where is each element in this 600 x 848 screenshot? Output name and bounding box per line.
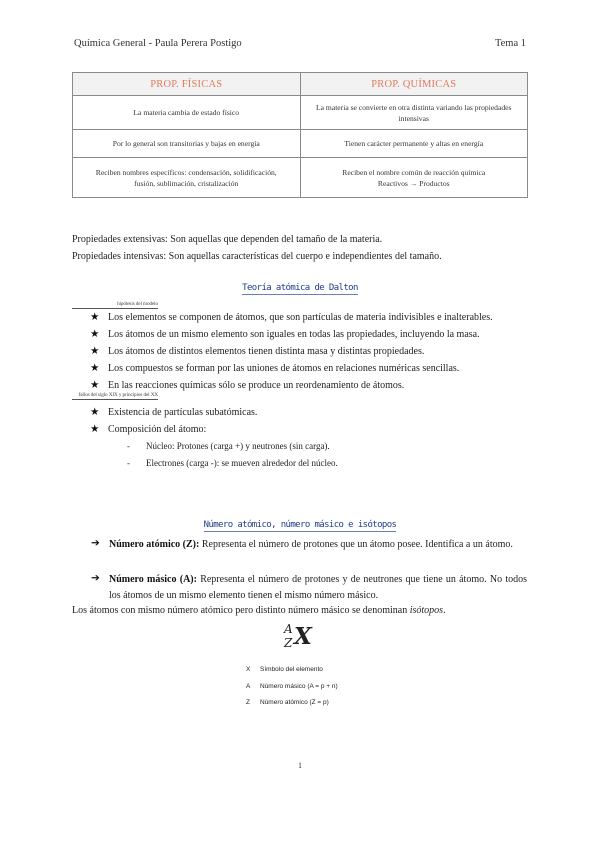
star-bullet-icon: ★: [90, 407, 100, 418]
isotopes-sentence: Los átomos con mismo número atómico pero distinto número másico se denominan: [72, 605, 410, 616]
legend-symbol: A: [246, 683, 251, 690]
table-header-chemical: PROP. QUÍMICAS: [300, 73, 528, 96]
composition-item: Electrones (carga -): se mueven alrededor del núcleo.: [146, 458, 338, 468]
table-cell: La materia se convierte en otra distinta variando las propiedades intensivas: [300, 96, 528, 130]
dash-bullet: -: [127, 441, 130, 451]
failure-item: Existencia de partículas subatómicas.: [108, 407, 258, 418]
legend-text: Número atómico (Z = p): [260, 699, 329, 706]
atomic-number-text: Representa el número de protones que un átomo posee. Identifica a un átomo.: [199, 539, 513, 550]
numbers-title-text: Número atómico, número másico e isótopos: [203, 520, 397, 530]
document-header-topic: Tema 1: [494, 38, 526, 49]
hypothesis-item: Los átomos de distintos elementos tienen distinta masa y distintas propiedades.: [108, 346, 425, 357]
table-cell: Tienen carácter permanente y altas en energía: [300, 130, 528, 158]
legend-text: Símbolo del elemento: [260, 666, 323, 673]
legend-symbol: X: [246, 666, 251, 673]
atomic-number-definition: [109, 537, 527, 553]
document-header-title: Química General - Paula Perera Postigo: [74, 38, 242, 49]
table-row: [73, 96, 528, 130]
table-row: [73, 130, 528, 158]
hypothesis-item: Los compuestos se forman por las uniones de átomos en relaciones numéricas sencillas.: [108, 363, 460, 374]
intensive-properties-text: Propiedades intensivas: Son aquellas características del cuerpo e independientes del tamaño.: [72, 251, 442, 262]
nuclide-notation: [276, 622, 326, 654]
composition-item: Núcleo: Protones (carga +) y neutrones (sin carga).: [146, 441, 330, 451]
legend-symbol: Z: [246, 699, 250, 706]
extensive-properties-text: Propiedades extensivas: Son aquellas que dependen del tamaño de la materia.: [72, 234, 383, 245]
table-cell: Reciben el nombre común de reacción química Reactivos → Productos: [300, 158, 528, 198]
properties-table: [72, 72, 528, 198]
star-bullet-icon: ★: [90, 346, 100, 357]
isotopes-end: .: [443, 605, 446, 616]
star-bullet-icon: ★: [90, 424, 100, 435]
mass-number-definition: [109, 572, 527, 604]
mass-number-text: Representa el número de protones y de neutrones que tiene un átomo. No todos los átomos de un mismo elemento tienen el mismo número másico.: [109, 574, 527, 601]
failure-item: Composición del átomo:: [108, 424, 207, 435]
formula-mass-number: A: [284, 622, 293, 636]
star-bullet-icon: ★: [90, 363, 100, 374]
formula-atomic-number: Z: [284, 636, 293, 650]
table-cell: Por lo general son transitorias y bajas en energía: [73, 130, 301, 158]
table-cell: Reciben nombres específicos: condensación, solidificación, fusión, sublimación, cristalización: [73, 158, 301, 198]
table-row: [73, 158, 528, 198]
dalton-section-title: [0, 283, 600, 293]
numbers-section-title: [0, 520, 600, 530]
legend-text: Número másico (A = p + n): [260, 683, 338, 690]
star-bullet-icon: ★: [90, 312, 100, 323]
isotopes-text: [72, 605, 446, 616]
page-number: 1: [298, 761, 302, 770]
mass-number-term: Número másico (A):: [109, 574, 197, 585]
table-cell: La materia cambia de estado físico: [73, 96, 301, 130]
arrow-bullet-icon: ➔: [91, 573, 100, 584]
star-bullet-icon: ★: [90, 380, 100, 391]
table-header-physical: PROP. FÍSICAS: [73, 73, 301, 96]
hypothesis-item: Los elementos se componen de átomos, que son partículas de materia indivisibles e inalterables.: [108, 312, 493, 323]
star-bullet-icon: ★: [90, 329, 100, 340]
hypothesis-item: En las reacciones químicas sólo se produce un reordenamiento de átomos.: [108, 380, 405, 391]
dalton-title-text: Teoría atómica de Dalton: [242, 283, 358, 293]
failures-label: fallos del siglo XIX y principios del XX: [72, 392, 158, 400]
atomic-number-term: Número atómico (Z):: [109, 539, 200, 550]
hypotheses-label: hipótesis del modelo: [72, 301, 158, 309]
dash-bullet: -: [127, 458, 130, 468]
isotopes-term: isótopos: [409, 605, 444, 616]
formula-element-symbol: X: [294, 623, 312, 650]
arrow-bullet-icon: ➔: [91, 538, 100, 549]
hypothesis-item: Los átomos de un mismo elemento son iguales en todas las propiedades, incluyendo la masa.: [108, 329, 480, 340]
